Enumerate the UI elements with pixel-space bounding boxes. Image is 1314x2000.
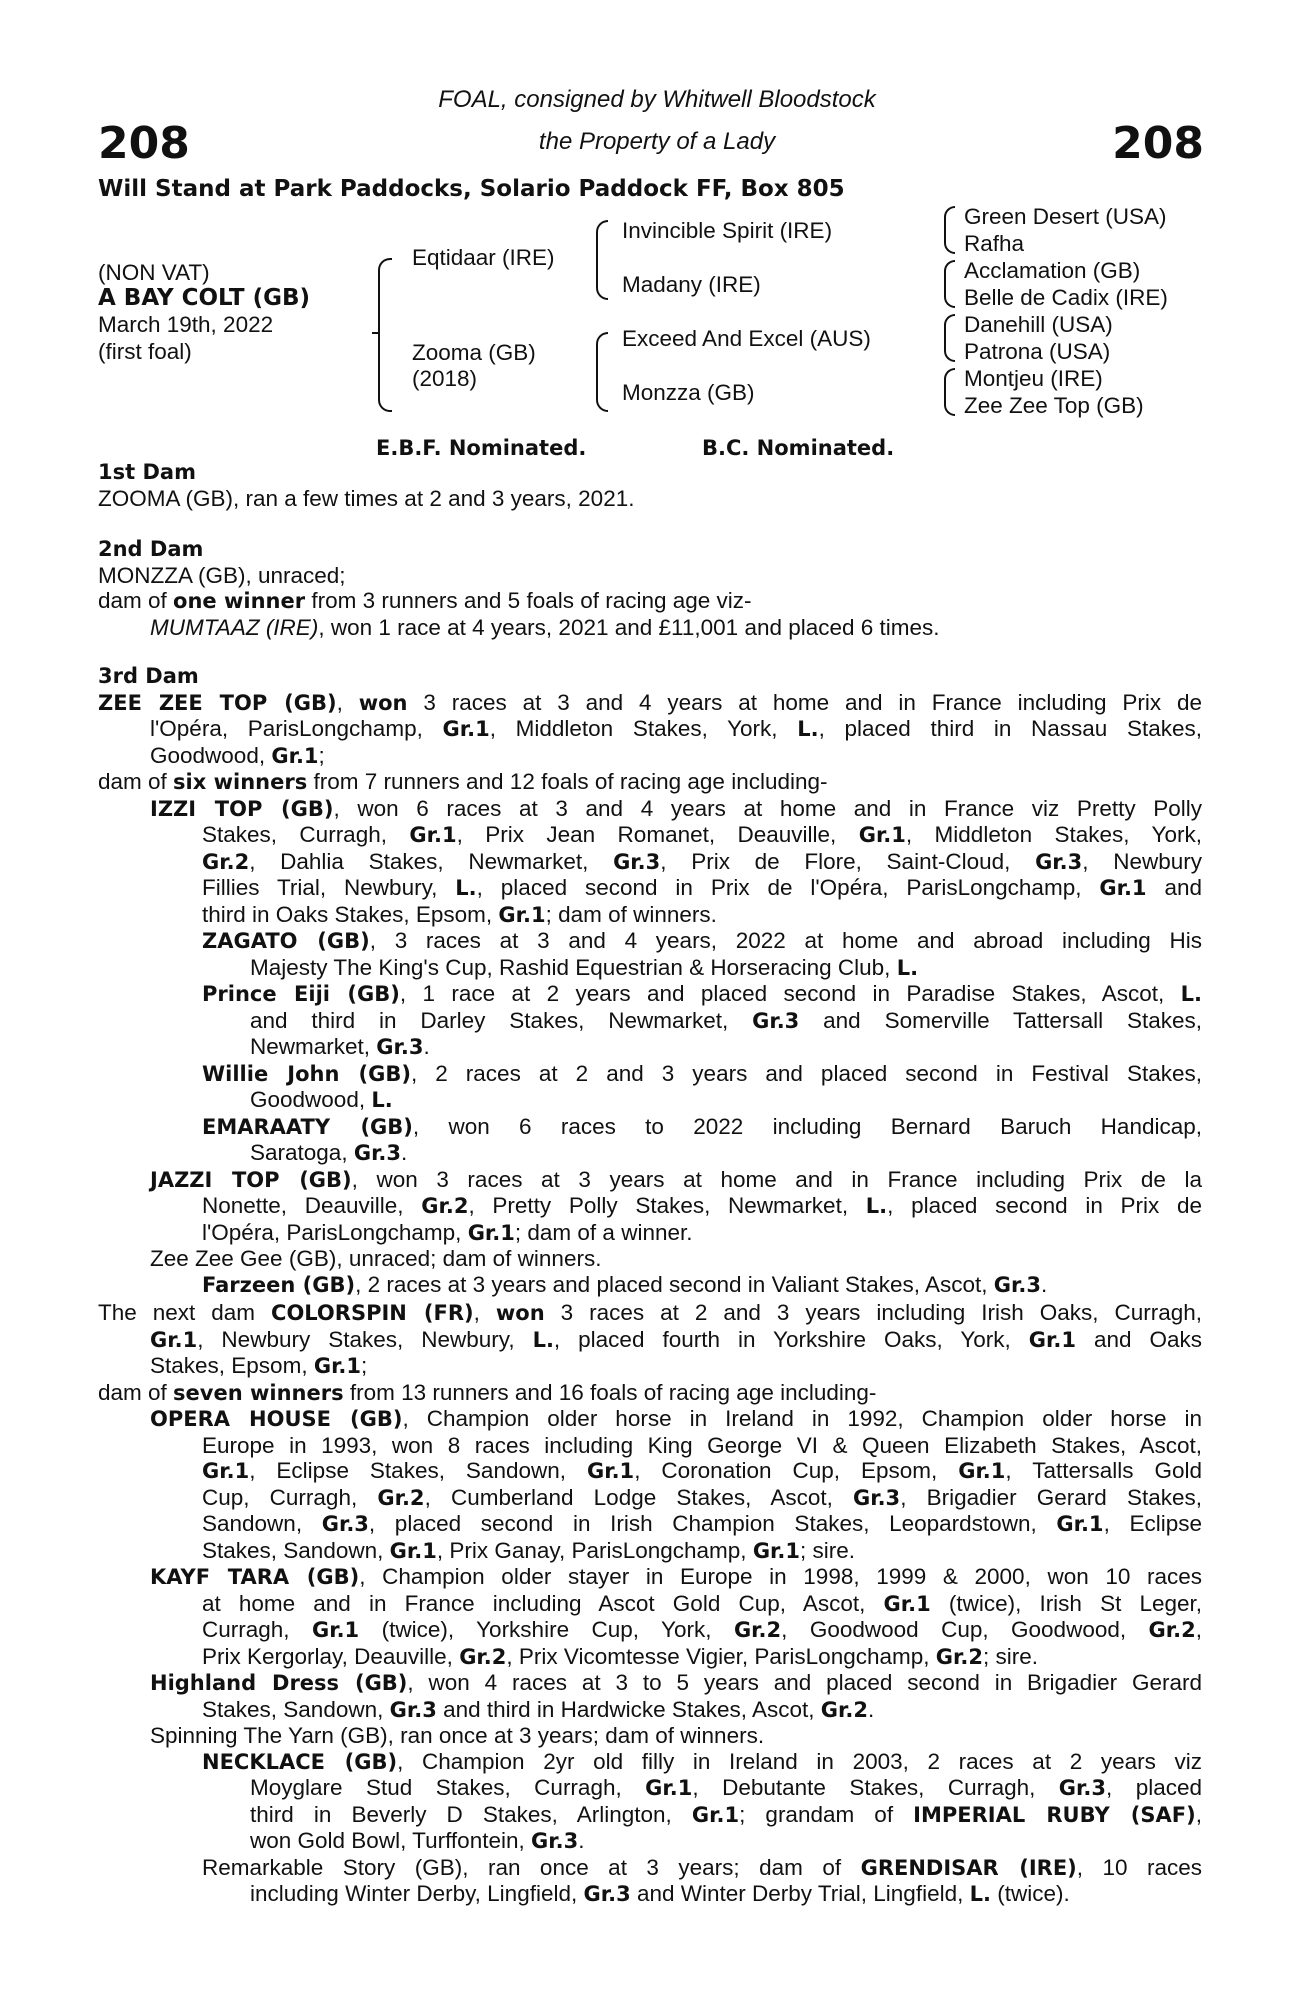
grade: Gr.1 [691, 1802, 740, 1827]
grade: L. [371, 1088, 393, 1112]
text: 3 races at 2 and 3 years including Irish Oaks, Curragh, [544, 1300, 1202, 1325]
willie-john-line1 [98, 1061, 1202, 1088]
text: , Tattersalls Gold [1005, 1458, 1202, 1483]
grade: Gr.3 [389, 1697, 437, 1722]
text: and Somerville Tattersall Stakes, [799, 1007, 1202, 1033]
progeny-name: Farzeen (GB) [202, 1272, 356, 1297]
won-label: won [495, 1301, 545, 1325]
text: Moyglare Stud Stakes, Curragh, [250, 1775, 646, 1800]
text: , Cumberland Lodge Stakes, Ascot, [424, 1484, 853, 1510]
text: , Champion older horse in Ireland in 1992, Champion older horse in [402, 1406, 1202, 1431]
text: ; sire. [800, 1537, 856, 1563]
dam-name: ZEE ZEE TOP (GB) [98, 690, 337, 715]
text: Stakes, Epsom, [150, 1353, 314, 1378]
sire-sire: Invincible Spirit (IRE) [622, 218, 833, 243]
grade: Gr.1 [409, 823, 457, 847]
necklace-line3 [98, 1802, 1202, 1829]
opera-house-line3 [98, 1458, 1202, 1485]
sire-dam: Madany (IRE) [622, 272, 761, 297]
ped-sss: Green Desert (USA) [964, 204, 1167, 229]
property-line: the Property of a Lady [538, 128, 776, 155]
emaraaty-line2 [98, 1140, 1202, 1167]
text: , Prix Vicomtesse Vigier, ParisLongchamp, [506, 1643, 936, 1669]
progeny-name: OPERA HOUSE (GB) [150, 1407, 403, 1431]
text: dam of [98, 588, 174, 613]
grade: Gr.2 [377, 1485, 425, 1510]
text: won Gold Bowl, Turffontein, [250, 1828, 531, 1853]
grade: Gr.1 [467, 1220, 515, 1245]
zzt-line2 [98, 716, 1202, 743]
text: , Prix Ganay, ParisLongchamp, [436, 1537, 753, 1563]
text: , won 1 race at 4 years, 2021 and £11,001 and placed 6 times. [318, 614, 940, 640]
opera-house-line5 [98, 1511, 1202, 1538]
necklace-line2 [98, 1775, 1202, 1802]
text: , 1 race at 2 years and placed second in Paradise Stakes, Ascot, [399, 981, 1181, 1006]
horse-dob: March 19th, 2022 [98, 312, 274, 337]
dam-year: (2018) [412, 366, 478, 391]
text: , Middleton Stakes, York, [905, 822, 1202, 847]
grade: L. [865, 1194, 888, 1218]
text: , Prix Jean Romanet, Deauville, [456, 822, 859, 847]
progeny-name: IZZI TOP (GB) [150, 796, 334, 821]
opera-house-line6 [98, 1538, 1202, 1565]
willie-john-line2 [98, 1087, 1202, 1114]
text: , [473, 1300, 496, 1325]
progeny-name: IMPERIAL RUBY (SAF) [913, 1802, 1196, 1827]
ped-ddd: Zee Zee Top (GB) [964, 393, 1144, 418]
text: ; sire. [982, 1643, 1038, 1669]
grade: Gr.1 [1028, 1327, 1076, 1352]
grade: Gr.1 [586, 1459, 635, 1483]
text: . [867, 1696, 875, 1722]
text: Stakes, Sandown, [202, 1537, 390, 1563]
ped-ssd: Rafha [964, 231, 1025, 256]
text: 3 races at 3 and 4 years at home and in France including Prix de [423, 689, 1202, 715]
grade: Gr.2 [202, 849, 250, 874]
kayf-tara-line3 [98, 1617, 1202, 1644]
prince-eiji-line2 [98, 1008, 1202, 1035]
grade: Gr.1 [442, 717, 490, 741]
progeny-name: MUMTAAZ (IRE) [150, 614, 319, 640]
text: ; dam of winners. [545, 901, 717, 927]
text: , Champion 2yr old filly in Ireland in 2003, 2 races at 2 years viz [397, 1748, 1202, 1774]
colorspin-dam-of [98, 1380, 1202, 1407]
grade: Gr.3 [583, 1882, 631, 1906]
text: Stakes, Curragh, [202, 822, 410, 847]
grade: Gr.3 [353, 1141, 402, 1165]
grade: Gr.2 [733, 1618, 782, 1642]
dam-name: Zooma (GB) [412, 340, 536, 365]
text: . [1040, 1271, 1048, 1297]
opera-house-line1 [98, 1406, 1202, 1433]
text: , Champion older stayer in Europe in 1998, 1999 & 2000, won 10 races [359, 1564, 1203, 1589]
second-dam-line2 [98, 588, 1202, 615]
grade: Gr.1 [752, 1538, 801, 1563]
grade: Gr.2 [935, 1644, 983, 1669]
first-dam-text: ZOOMA (GB), ran a few times at 2 and 3 years, 2021. [98, 485, 635, 511]
text: , won 6 races to 2022 including Bernard Baruch Handicap, [412, 1113, 1203, 1139]
kayf-tara-line4 [98, 1644, 1202, 1671]
text: dam of [98, 1379, 174, 1405]
text: (twice), Yorkshire Cup, York, [359, 1617, 734, 1642]
text: , placed second in Irish Champion Stakes, Leopardstown, [368, 1511, 1057, 1536]
grade: Gr.3 [1058, 1776, 1106, 1800]
zzt-line3 [98, 743, 1202, 770]
text: , placed fourth in Yorkshire Oaks, York, [553, 1326, 1029, 1352]
grade: Gr.1 [645, 1776, 693, 1800]
lot-number-left: 208 [98, 118, 190, 169]
progeny-name: NECKLACE (GB) [202, 1749, 398, 1774]
text: , won 3 races at 3 years at home and in France including Prix de la [351, 1166, 1202, 1192]
text: , [1195, 1801, 1202, 1827]
text: third in Beverly D Stakes, Arlington, [250, 1801, 692, 1827]
text: Prix Kergorlay, Deauville, [202, 1643, 460, 1669]
grade: Gr.2 [1148, 1618, 1196, 1642]
highland-dress-line1 [98, 1670, 1202, 1697]
text: . [578, 1828, 585, 1853]
dam-dam: Monzza (GB) [622, 380, 755, 405]
grade: L. [797, 717, 819, 741]
first-dam-heading: 1st Dam [98, 460, 196, 484]
dam-name: COLORSPIN (FR) [271, 1301, 474, 1325]
grade: Gr.1 [313, 1354, 362, 1378]
text: Newmarket, [250, 1034, 377, 1059]
kayf-tara-line2 [98, 1591, 1202, 1618]
zzt-line1: ZEE ZEE TOP (GB), won 3 races at 3 and 4 years at home and in France including Prix de [98, 689, 1202, 715]
ped-dds: Montjeu (IRE) [964, 366, 1103, 391]
text: , Eclipse Stakes, Sandown, [249, 1458, 587, 1483]
consignor-line: FOAL, consigned by Whitwell Bloodstock [438, 86, 876, 113]
text: from 7 runners and 12 foals of racing age including- [307, 769, 828, 794]
jazzi-line3 [98, 1220, 1202, 1247]
text: and third in Hardwicke Stakes, Ascot, [436, 1696, 821, 1722]
text: The next dam [98, 1300, 272, 1325]
grade: Gr.3 [613, 849, 661, 874]
ped-dsd: Patrona (USA) [964, 339, 1111, 364]
text: , placed second in Prix de l'Opéra, ParisLongchamp, [476, 875, 1100, 900]
text: from 13 runners and 16 foals of racing age including- [343, 1379, 877, 1405]
progeny-name: KAYF TARA (GB) [150, 1565, 360, 1589]
text: and Winter Derby Trial, Lingfield, [630, 1881, 970, 1906]
text: at home and in France including Ascot Gold Cup, Ascot, [202, 1590, 884, 1616]
text: and Oaks [1075, 1326, 1202, 1352]
progeny-name: Prince Eiji (GB) [202, 982, 400, 1006]
progeny-name: Highland Dress (GB) [150, 1671, 408, 1695]
remarkable-story-line1 [98, 1855, 1202, 1882]
remarkable-story-line2 [98, 1881, 1202, 1908]
highland-dress-line2 [98, 1697, 1202, 1724]
grade: Gr.1 [311, 1618, 360, 1642]
text: , 3 races at 3 and 4 years, 2022 at home and abroad including His [369, 928, 1203, 953]
grade: Gr.1 [958, 1459, 1006, 1483]
grade: Gr.3 [852, 1485, 901, 1510]
text: Saratoga, [250, 1140, 354, 1165]
text: l'Opéra, ParisLongchamp, [202, 1219, 468, 1245]
izzi-line4 [98, 875, 1202, 902]
jazzi-line2 [98, 1193, 1202, 1220]
opera-house-line2: Europe in 1993, won 8 races including King George VI & Queen Elizabeth Stakes, Ascot, [202, 1432, 1202, 1458]
text: , placed third in Nassau Stakes, [818, 716, 1203, 741]
text: , won 6 races at 3 and 4 years at home and in France viz Pretty Polly [333, 795, 1202, 821]
jazzi-line1 [98, 1167, 1202, 1194]
progeny-name: Willie John (GB) [202, 1061, 411, 1086]
text: Fillies Trial, Newbury, [202, 875, 456, 900]
horse-note: (first foal) [98, 339, 192, 364]
grade: Gr.3 [993, 1272, 1041, 1297]
ped-sds: Acclamation (GB) [964, 258, 1141, 283]
text: Cup, Curragh, [202, 1484, 378, 1510]
winners-count: seven winners [173, 1380, 344, 1405]
text: ; grandam of [739, 1801, 914, 1827]
text: Goodwood, [150, 742, 272, 768]
second-dam-line3 [98, 615, 1202, 641]
text: from 3 runners and 5 foals of racing age viz- [305, 588, 752, 613]
text: (twice). [990, 1881, 1070, 1906]
grade: Gr.1 [389, 1538, 437, 1563]
grade: Gr.2 [421, 1194, 469, 1218]
text: Curragh, [202, 1617, 312, 1642]
third-dam-section [98, 664, 1202, 1298]
text: Majesty The King's Cup, Rashid Equestrian & Horseracing Club, [250, 954, 897, 980]
text: , Newbury [1082, 848, 1202, 874]
zagato-line2 [98, 955, 1202, 982]
izzi-line2 [98, 822, 1202, 849]
grade: Gr.2 [459, 1644, 507, 1669]
grade: L. [1180, 982, 1202, 1006]
grade: Gr.1 [271, 743, 319, 768]
text: Nonette, Deauville, [202, 1193, 422, 1218]
text: ; dam of a winner. [514, 1219, 693, 1245]
grade: Gr.3 [1035, 849, 1083, 874]
izzi-line5 [98, 902, 1202, 929]
grade: Gr.1 [1099, 876, 1147, 900]
colorspin-line2 [98, 1327, 1202, 1354]
izzi-line3 [98, 849, 1202, 876]
grade: Gr.1 [202, 1459, 250, 1483]
grade: Gr.3 [531, 1829, 579, 1853]
ped-sdd: Belle de Cadix (IRE) [964, 285, 1168, 310]
brace-gen1-tip [372, 332, 380, 334]
text: , Eclipse [1103, 1511, 1202, 1536]
opera-house-line4 [98, 1485, 1202, 1512]
first-dam-section [98, 460, 1202, 511]
third-dam-heading: 3rd Dam [98, 664, 199, 688]
text: Goodwood, [250, 1087, 372, 1112]
second-dam-line1: MONZZA (GB), unraced; [98, 562, 346, 588]
brace-3b [944, 260, 955, 308]
zzt-dam-of [98, 769, 1202, 796]
bc-nominated: B.C. Nominated. [702, 436, 895, 460]
brace-gen1 [378, 258, 392, 412]
text: , 10 races [1076, 1854, 1202, 1880]
text: , Middleton Stakes, York, [489, 716, 798, 741]
grade: L. [455, 876, 477, 900]
vat-status: (NON VAT) [98, 260, 210, 285]
text: and [1146, 875, 1202, 900]
text: , Brigadier Gerard Stakes, [900, 1484, 1202, 1510]
dam-sire: Exceed And Excel (AUS) [622, 326, 871, 351]
text: . [423, 1034, 430, 1059]
progeny-name: GRENDISAR (IRE) [860, 1855, 1077, 1880]
text: , [1195, 1617, 1202, 1642]
winners-count: one winner [173, 589, 306, 613]
zee-zee-gee-line: Zee Zee Gee (GB), unraced; dam of winners. [150, 1246, 602, 1271]
spinning-yarn-line: Spinning The Yarn (GB), ran once at 3 years; dam of winners. [150, 1723, 765, 1748]
text: , placed [1106, 1775, 1202, 1800]
text: ; [361, 1353, 368, 1378]
winners-count: six winners [173, 770, 308, 794]
text: l'Opéra, ParisLongchamp, [150, 716, 443, 741]
izzi-line1 [98, 796, 1202, 823]
grade: L. [896, 955, 919, 980]
kayf-tara-line1 [98, 1564, 1202, 1591]
text: , Goodwood Cup, Goodwood, [781, 1617, 1149, 1642]
brace-dam [596, 332, 608, 412]
brace-sire [596, 220, 608, 300]
text: dam of [98, 769, 174, 794]
grade: Gr.2 [820, 1697, 868, 1722]
stand-location: Will Stand at Park Paddocks, Solario Paddock FF, Box 805 [98, 176, 845, 202]
text: ; [318, 742, 325, 768]
text: , 2 races at 2 and 3 years and placed second in Festival Stakes, [410, 1060, 1202, 1086]
progeny-name: EMARAATY (GB) [202, 1114, 413, 1139]
text: and third in Darley Stakes, Newmarket, [250, 1007, 753, 1033]
colorspin-line1 [98, 1300, 1202, 1327]
text: including Winter Derby, Lingfield, [250, 1881, 584, 1906]
text: Stakes, Sandown, [202, 1696, 390, 1722]
grade: Gr.1 [1056, 1512, 1104, 1536]
colorspin-line3 [98, 1353, 1202, 1380]
grade: Gr.3 [376, 1035, 424, 1059]
text: third in Oaks Stakes, Epsom, [202, 901, 499, 927]
grade: Gr.3 [321, 1512, 369, 1536]
text: Remarkable Story (GB), ran once at 3 years; dam of [202, 1854, 861, 1880]
next-dam-section [98, 1300, 1202, 1908]
text: , Prix de Flore, Saint-Cloud, [660, 848, 1036, 874]
grade: Gr.3 [752, 1008, 800, 1033]
ebf-nominated: E.B.F. Nominated. [376, 436, 587, 460]
second-dam-section [98, 537, 1202, 640]
text: (twice), Irish St Leger, [930, 1590, 1202, 1616]
necklace-line1 [98, 1749, 1202, 1776]
text: , Debutante Stakes, Curragh, [692, 1775, 1059, 1800]
emaraaty-line1 [98, 1114, 1202, 1141]
progeny-name: ZAGATO (GB) [202, 929, 370, 953]
horse-name: A BAY COLT (GB) [98, 285, 311, 311]
prince-eiji-line1 [98, 981, 1202, 1008]
grade: L. [969, 1882, 991, 1906]
text: , 2 races at 3 years and placed second in Valiant Stakes, Ascot, [355, 1271, 994, 1297]
won-label: won [358, 690, 408, 715]
zagato-line1 [98, 928, 1202, 955]
grade: Gr.1 [883, 1591, 931, 1616]
text: , Pretty Polly Stakes, Newmarket, [468, 1193, 866, 1218]
grade: L. [532, 1327, 554, 1352]
grade: Gr.1 [150, 1327, 198, 1352]
text: Sandown, [202, 1511, 322, 1536]
text: , placed second in Prix de [887, 1193, 1203, 1218]
lot-number-right: 208 [1112, 118, 1204, 169]
sire-name: Eqtidaar (IRE) [412, 245, 555, 270]
text: , Dahlia Stakes, Newmarket, [249, 848, 614, 874]
brace-3a [944, 206, 955, 254]
text: . [401, 1140, 408, 1165]
grade: Gr.1 [858, 823, 906, 847]
second-dam-heading: 2nd Dam [98, 537, 204, 561]
ped-dss: Danehill (USA) [964, 312, 1113, 337]
text: , Coronation Cup, Epsom, [634, 1458, 959, 1483]
farzeen-line [98, 1272, 1202, 1299]
necklace-line4 [98, 1828, 1202, 1855]
brace-3c [944, 314, 955, 362]
grade: Gr.1 [498, 902, 546, 927]
progeny-name: JAZZI TOP (GB) [150, 1167, 352, 1192]
text: , Newbury Stakes, Newbury, [197, 1326, 533, 1352]
prince-eiji-line3 [98, 1034, 1202, 1061]
text: , won 4 races at 3 to 5 years and placed second in Brigadier Gerard [407, 1670, 1202, 1695]
brace-3d [944, 368, 955, 416]
